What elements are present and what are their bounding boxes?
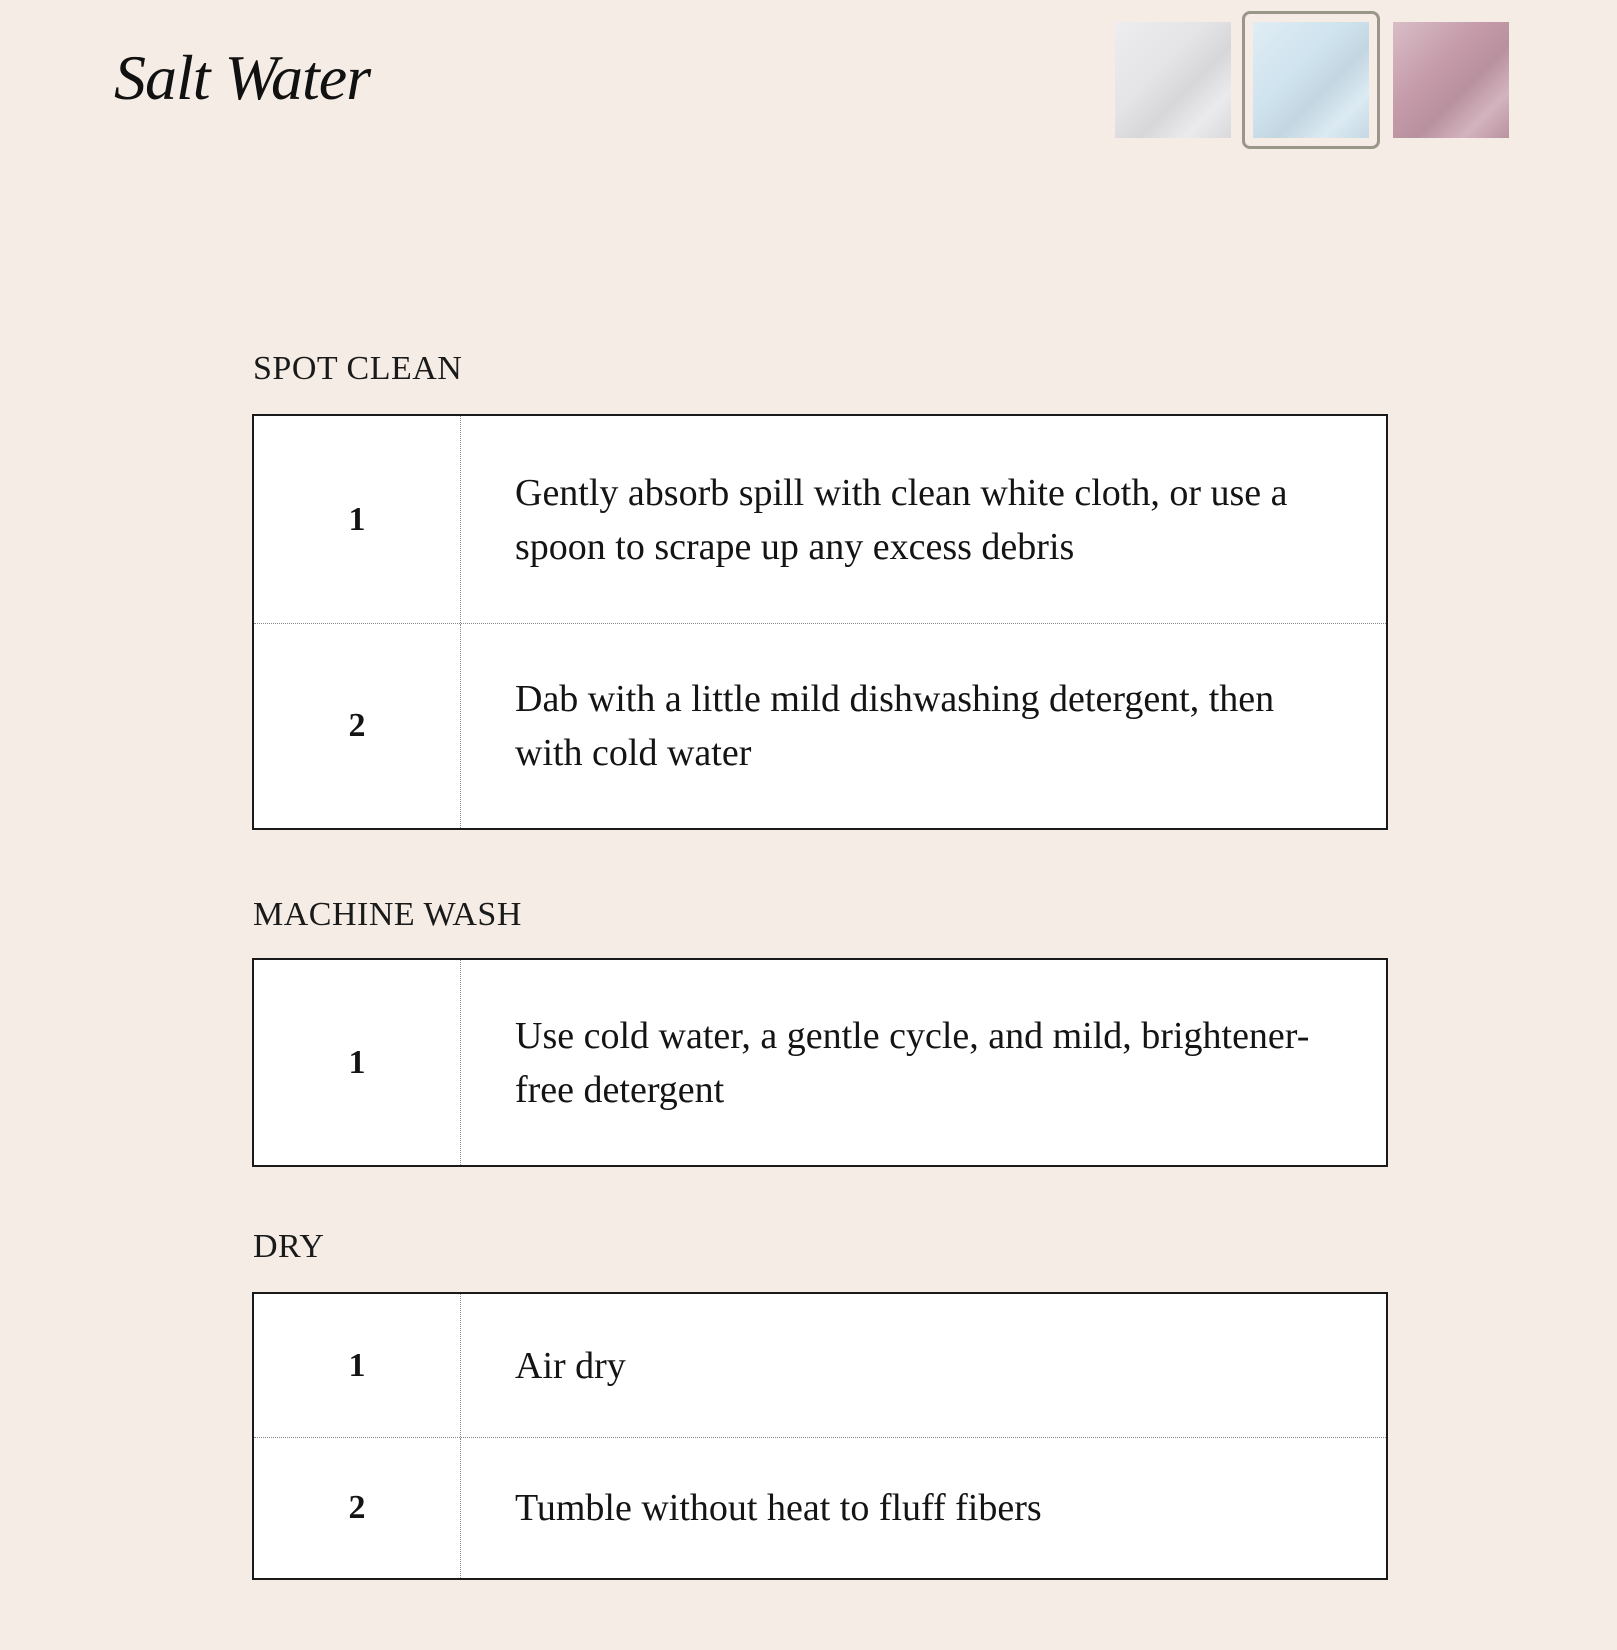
section-title-spot-clean: SPOT CLEAN (253, 350, 463, 387)
table-row (254, 960, 1386, 1165)
brand-logo: Salt Water (114, 42, 371, 113)
swatch-light-blue[interactable] (1253, 22, 1369, 138)
step-text: Air dry (515, 1344, 626, 1387)
table-row (254, 623, 1386, 828)
table-row (254, 416, 1386, 623)
step-number: 1 (254, 960, 461, 1165)
step-text: Use cold water, a gentle cycle, and mild, brightener-free detergent (515, 1014, 1310, 1111)
step-number: 2 (254, 624, 461, 828)
step-text: Tumble without heat to fluff fibers (515, 1487, 1042, 1529)
step-text: Gently absorb spill with clean white cloth, or use a spoon to scrape up any excess debris (515, 471, 1288, 568)
step-number: 2 (254, 1438, 461, 1578)
dry-table (252, 1292, 1388, 1580)
spot-clean-table (252, 414, 1388, 830)
section-title-dry: DRY (253, 1228, 325, 1265)
table-row (254, 1294, 1386, 1437)
swatch-white-fill (1115, 22, 1231, 138)
swatch-mauve[interactable] (1393, 22, 1509, 138)
swatch-mauve-fill (1393, 22, 1509, 138)
step-number: 1 (254, 416, 461, 623)
color-swatch-selector (1115, 13, 1515, 149)
step-number: 1 (254, 1294, 461, 1437)
machine-wash-table (252, 958, 1388, 1167)
section-title-machine-wash: MACHINE WASH (253, 896, 522, 933)
swatch-white[interactable] (1115, 22, 1231, 138)
swatch-light-blue-fill (1253, 22, 1369, 138)
step-text: Dab with a little mild dishwashing detergent, then with cold water (515, 678, 1275, 774)
table-row (254, 1437, 1386, 1578)
